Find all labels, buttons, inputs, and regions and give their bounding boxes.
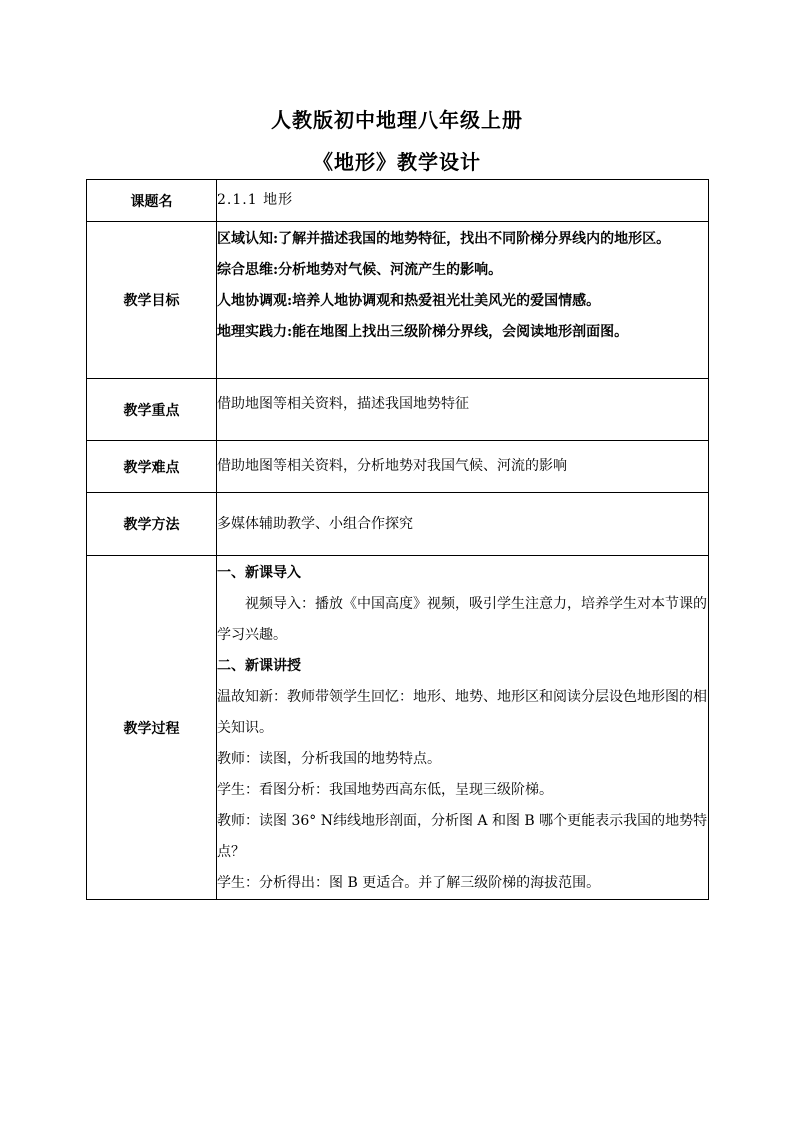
- process-paragraph: 教师：读图，分析我国的地势特点。: [217, 751, 441, 767]
- process-heading-teaching: 二、新课讲授: [217, 658, 301, 674]
- row-difficulties: [87, 441, 709, 493]
- row-process: [87, 556, 709, 900]
- process-paragraph: 教师：读图 36° N纬线地形剖面，分析图 A 和图 B 哪个更能表示我国的地势特点？: [217, 813, 708, 860]
- objective-item: 综合思维:分析地势对气候、河流产生的影响。: [217, 262, 503, 278]
- document-subtitle: 《地形》教学设计: [313, 150, 481, 174]
- process-paragraph: 视频导入：播放《中国高度》视频，吸引学生注意力，培养学生对本节课的学习兴趣。: [217, 596, 707, 643]
- value-methods: 多媒体辅助教学、小组合作探究: [217, 493, 709, 556]
- row-methods: [87, 493, 709, 556]
- label-topic: 课题名: [87, 180, 217, 222]
- value-key-points: 借助地图等相关资料，描述我国地势特征: [217, 379, 709, 441]
- value-difficulties: 借助地图等相关资料，分析地势对我国气候、河流的影响: [217, 441, 709, 493]
- topic-text: 2.1.1 地形: [217, 192, 294, 208]
- label-methods: 教学方法: [87, 493, 217, 556]
- label-difficulties: 教学难点: [87, 441, 217, 493]
- process-heading-intro: 一、新课导入: [217, 565, 301, 581]
- process-paragraph: 学生：看图分析：我国地势西高东低，呈现三级阶梯。: [217, 782, 553, 798]
- value-objectives: [217, 222, 709, 379]
- lesson-plan-table: [86, 179, 709, 900]
- row-objectives: [87, 222, 709, 379]
- label-objectives: 教学目标: [87, 222, 217, 379]
- label-key-points: 教学重点: [87, 379, 217, 441]
- objective-item: 地理实践力:能在地图上找出三级阶梯分界线，会阅读地形剖面图。: [217, 324, 629, 340]
- value-process: [217, 556, 709, 900]
- value-topic: [217, 180, 709, 222]
- row-key-points: [87, 379, 709, 441]
- process-paragraph: 学生：分析得出：图 B 更适合。并了解三级阶梯的海拔范围。: [217, 875, 601, 891]
- document-title: 人教版初中地理八年级上册: [271, 108, 523, 132]
- objective-item: 区域认知:了解并描述我国的地势特征，找出不同阶梯分界线内的地形区。: [217, 231, 671, 247]
- process-paragraph: 温故知新：教师带领学生回忆：地形、地势、地形区和阅读分层设色地形图的相关知识。: [217, 689, 707, 736]
- label-process: 教学过程: [87, 556, 217, 900]
- objective-item: 人地协调观:培养人地协调观和热爱祖光壮美风光的爱国情感。: [217, 293, 601, 309]
- row-topic: [87, 180, 709, 222]
